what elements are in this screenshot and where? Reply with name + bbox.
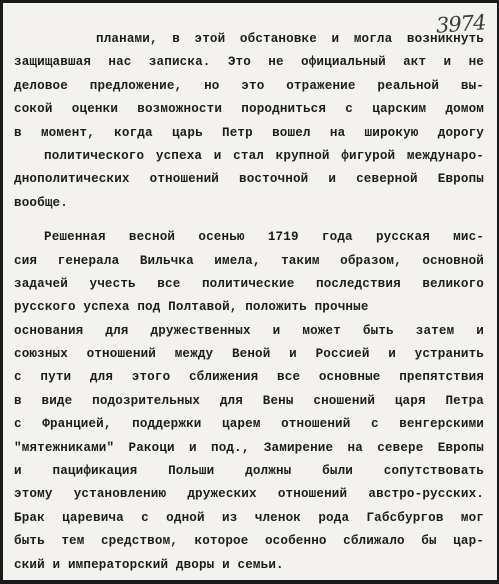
text-line: планами, в этой обстановке и могла возникнуть [96,32,484,46]
text-line: защищавшая нас записка. Это не официальный акт и не [14,55,484,70]
typed-text [14,28,484,577]
scan-border-left [0,0,3,584]
text-line: ский и императорский дворы и семьи. [14,557,284,572]
text-line: "мятежниками" Ракоци и под., Замирение на севере Европы [14,440,484,455]
text-line: союзных отношений между Веной и Россией и устранить [14,347,484,362]
text-line: и пацификация Польши должны были сопутствовать [14,464,484,479]
scan-border-top [0,0,499,3]
text-line: сокой оценки возможности породниться с царским домом [14,102,484,117]
text-line: русского успеха под Полтавой, положить прочные [14,300,369,315]
text-line: с пути для этого сближения все основные препятствия [14,370,484,385]
text-line: сия генерала Вильчка имела, таким образом, основной [14,253,484,268]
text-line: основания для дружественных и может быть затем и [14,323,484,338]
scan-border-bottom [0,580,499,584]
text-line: быть тем средством, которое особенно сближало бы цар- [14,534,484,549]
text-line: деловое предложение, но это отражение реальной вы- [14,78,484,93]
text-line: в момент, когда царь Петр вошел на широкую дорогу [14,125,484,140]
text-line: Брак царевича с одной из членок рода Габсбургов мог [14,510,484,525]
text-line: задачей учесть все политические последствия великого [14,276,484,291]
text-line: Решенная весной осенью 1719 года русская мис- [44,230,484,245]
text-line: с Францией, поддержки царем отношений с венгерскими [14,417,484,432]
archive-number: 3974 [434,10,486,38]
text-line: днополитических отношений восточной и северной Европы [14,172,484,187]
text-line: в виде подозрительных для Вены сношений царя Петра [14,393,484,408]
text-line: этому установлению дружеских отношений австро-русских. [14,487,484,502]
text-line: политического успеха и стал крупной фигурой междунаро- [44,148,484,163]
text-line: вообще. [14,195,68,210]
